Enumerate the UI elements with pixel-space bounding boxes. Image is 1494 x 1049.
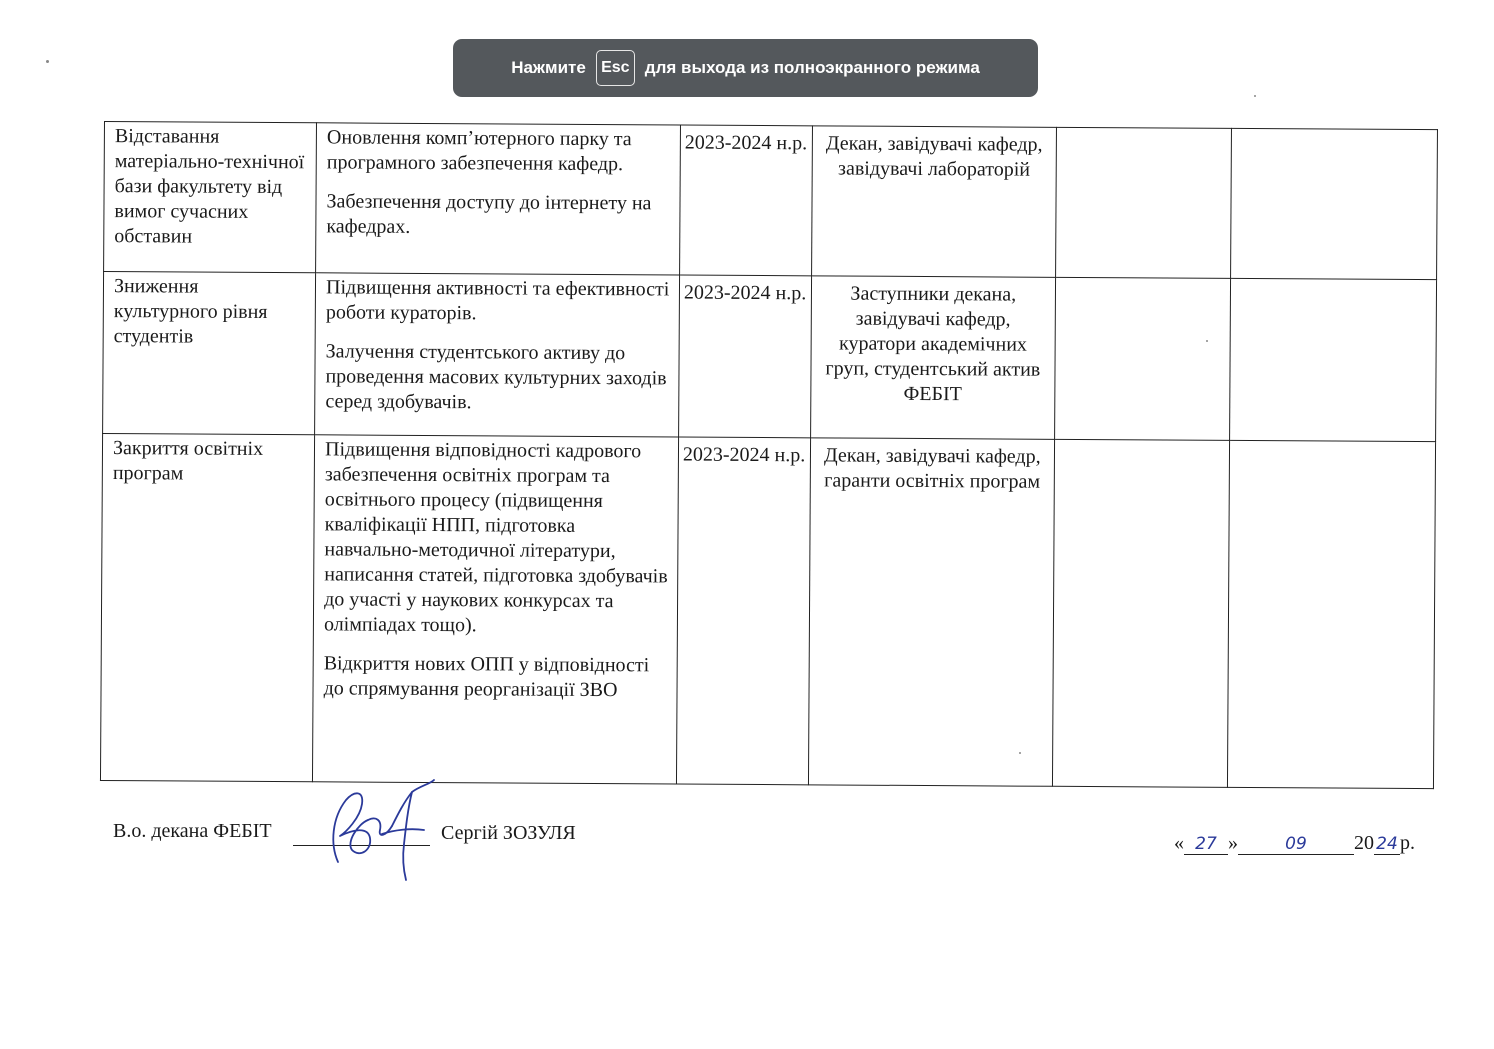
- scan-speck: [46, 60, 49, 63]
- table-row: [100, 434, 1435, 789]
- document-date: [1174, 832, 1415, 855]
- term-cell: 2023-2024 н.р.: [676, 437, 810, 784]
- measures-table: [100, 121, 1438, 789]
- notice-text-before: Нажмите: [511, 58, 586, 77]
- table-row: [103, 272, 1437, 442]
- measure-text: Підвищення відповідності кадрового забезпечення освітніх програм та освітнього процесу (підвищення кваліфікації НПП, підготовка навчально-методичної літератури, написання статей, підготовка здобувачів до участі у наукових конкурсах та олімпіадах тощо).: [323, 438, 668, 637]
- measure-text: Оновлення комп’ютерного парку та програмного забезпечення кафедр.: [326, 126, 632, 176]
- measures-cell: [315, 273, 680, 437]
- date-suffix: р.: [1400, 832, 1415, 854]
- measure-text: Залучення студентського активу до проведення масових культурних заходів серед здобувачів.: [325, 340, 667, 414]
- scan-speck: [1206, 340, 1208, 342]
- signatory-name: Сергій ЗОЗУЛЯ: [441, 822, 576, 844]
- signature-mark: [324, 778, 444, 888]
- empty-cell: [1055, 278, 1231, 441]
- date-open-quote: «: [1174, 832, 1184, 854]
- empty-cell: [1056, 127, 1232, 278]
- empty-cell: [1231, 128, 1438, 279]
- empty-cell: [1228, 441, 1436, 789]
- date-year-suffix: 24: [1374, 834, 1400, 855]
- problem-cell: Закриття освітніх програм: [100, 434, 314, 782]
- problem-cell: Зниження культурного рівня студентів: [103, 272, 316, 436]
- empty-cell: [1053, 440, 1230, 788]
- date-year-prefix: 20: [1354, 832, 1374, 854]
- responsible-cell: Декан, завідувачі кафедр, завідувачі лабораторій: [811, 126, 1056, 278]
- scan-speck: [1019, 752, 1021, 754]
- problem-cell: Відставання матеріально-технічної бази факультету від вимог сучасних обставин: [104, 122, 317, 274]
- responsible-cell: Заступники декана, завідувачі кафедр, куратори академічних груп, студентський актив ФЕБІТ: [810, 276, 1056, 440]
- signatory-title: В.о. декана ФЕБІТ: [113, 820, 272, 842]
- esc-key-badge: Esc: [596, 50, 635, 86]
- term-cell: 2023-2024 н.р.: [679, 125, 812, 276]
- measures-cell: [313, 435, 679, 784]
- measures-cell: [316, 123, 680, 275]
- date-month: 09: [1238, 834, 1354, 855]
- scan-speck: [1254, 95, 1256, 97]
- date-day: 27: [1184, 834, 1228, 855]
- notice-text-after: для выхода из полноэкранного режима: [644, 58, 980, 77]
- measure-text: Відкриття нових ОПП у відповідності до спрямування реорганізації ЗВО: [323, 652, 650, 702]
- empty-cell: [1230, 279, 1437, 442]
- measure-text: Забезпечення доступу до інтернету на кафедрах.: [326, 190, 652, 238]
- responsible-cell: Декан, завідувачі кафедр, гаранти освітніх програм: [808, 438, 1055, 786]
- fullscreen-exit-notice: [453, 39, 1038, 97]
- term-cell: 2023-2024 н.р.: [678, 275, 811, 438]
- table-row: [104, 122, 1438, 280]
- measure-text: Підвищення активності та ефективності роботи кураторів.: [325, 276, 670, 325]
- date-close-quote: »: [1228, 832, 1238, 854]
